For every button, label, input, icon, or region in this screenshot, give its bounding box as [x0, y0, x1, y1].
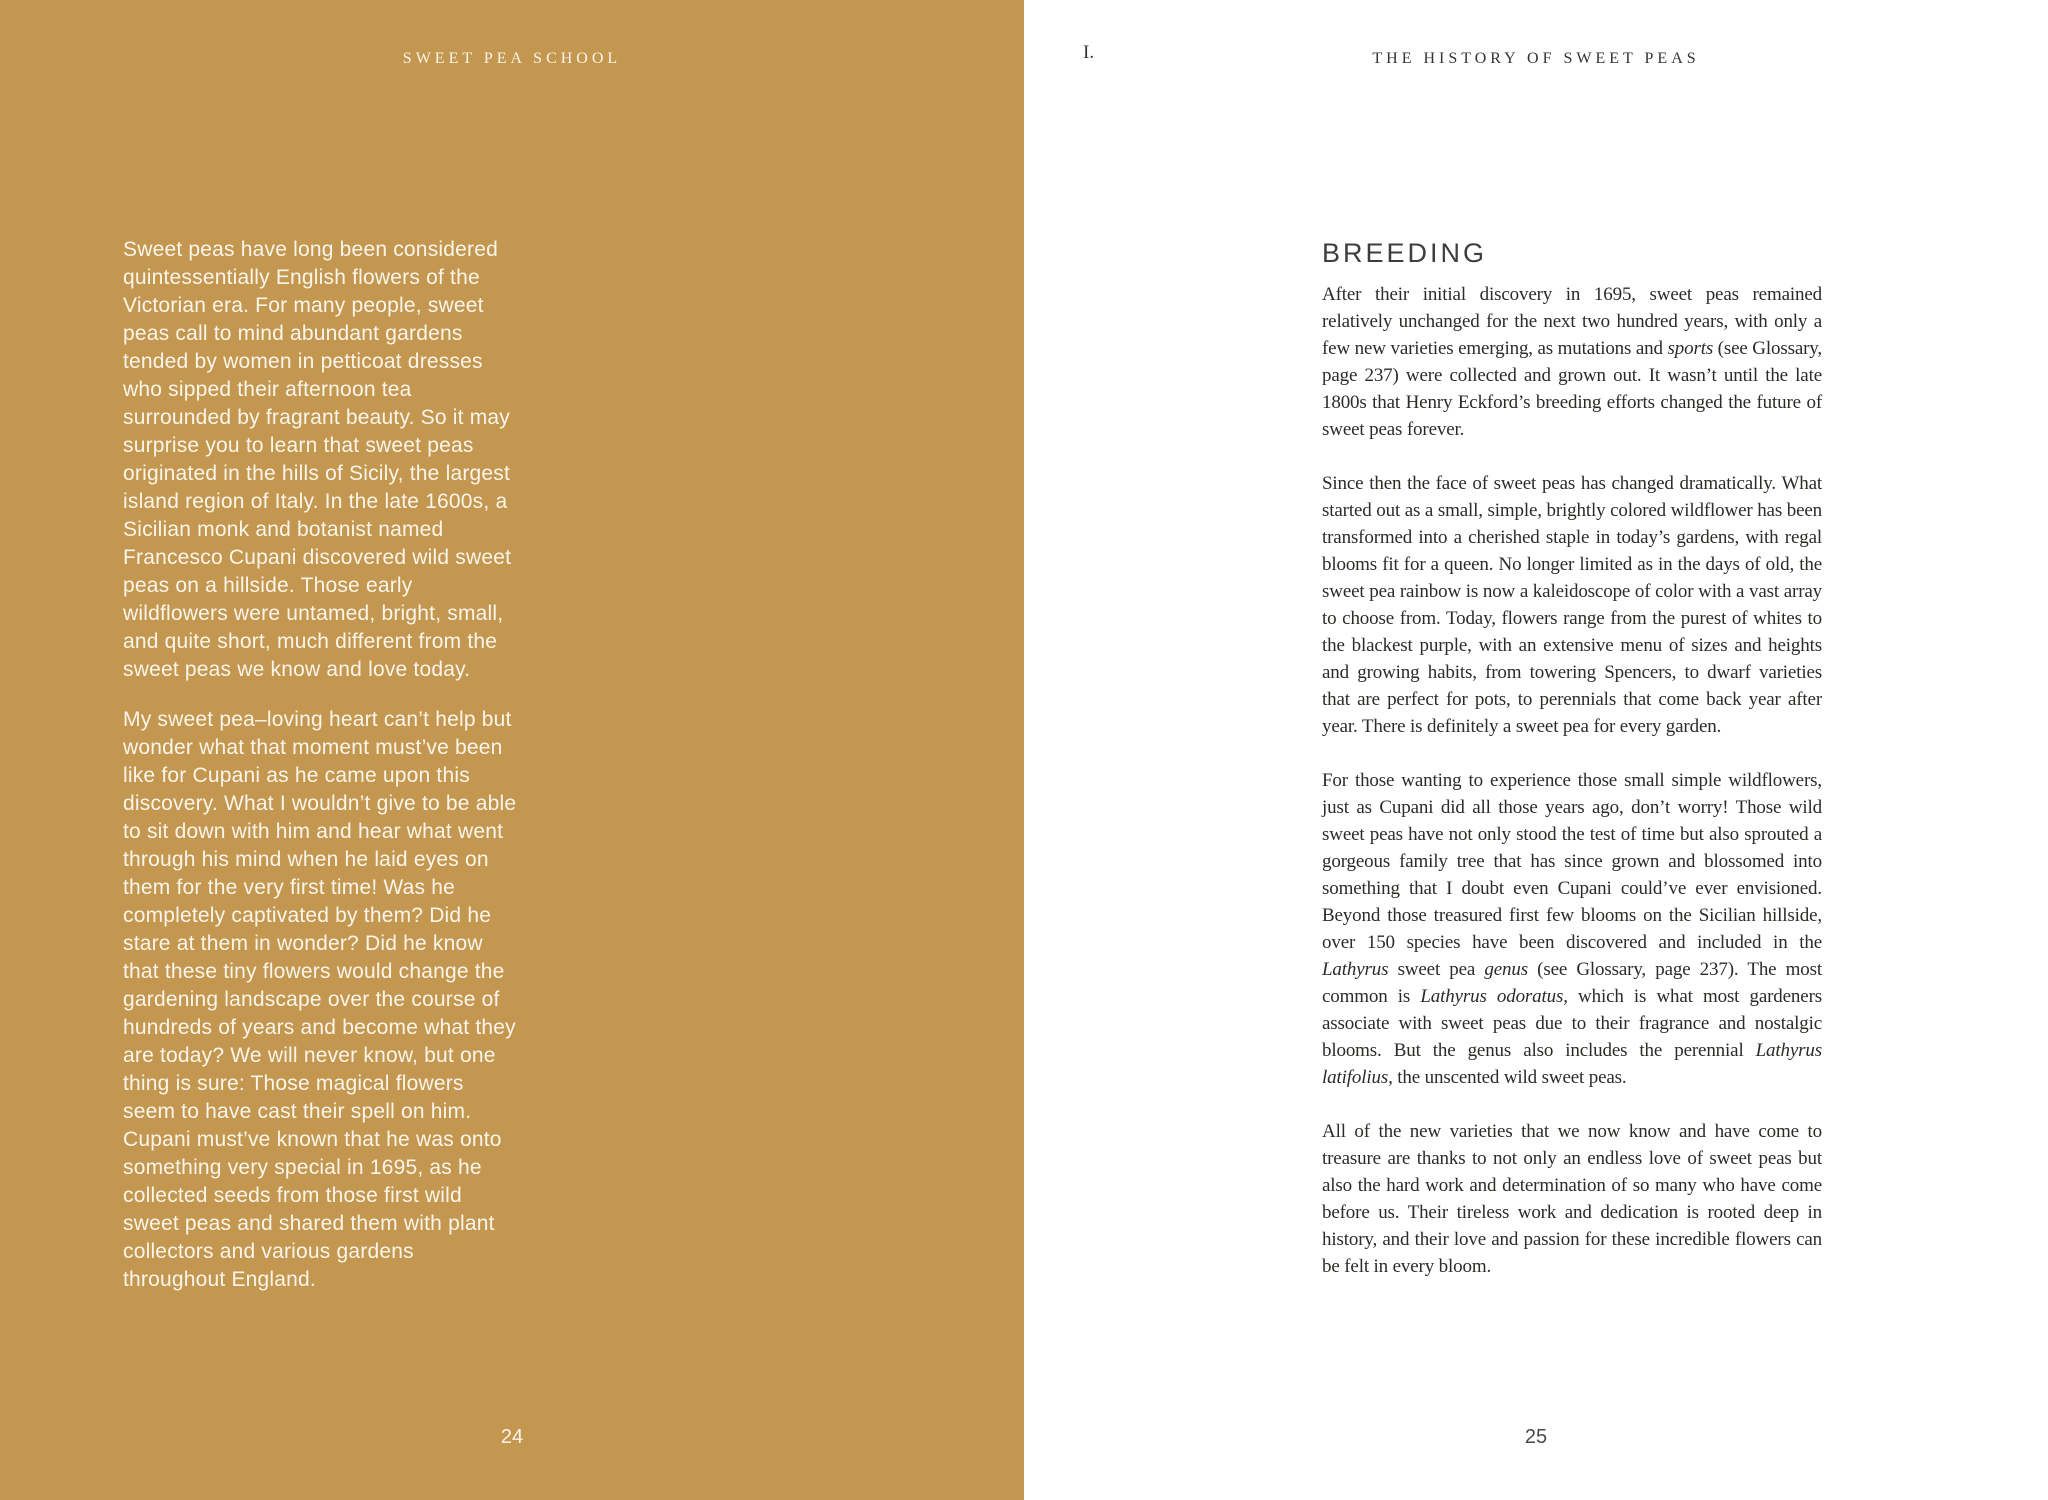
right-running-header: THE HISTORY OF SWEET PEAS: [1372, 50, 1700, 67]
right-paragraph-3: For those wanting to experience those small simple wildflowers, just as Cupani did all those years ago, don’t worry! Those wild sweet peas have not only stood the test of time but also sprouted a gorgeous family tree that has since grown and blossomed into something that I doubt even Cupani could’ve ever envisioned. Beyond those treasured first few blooms on the Sicilian hillside, over 150 species have been discovered and included in the Lathyrus sweet pea genus (see Glossary, page 237). The most common is Lathyrus odoratus, which is what most gardeners associate with sweet peas due to their fragrance and nostalgic blooms. But the genus also includes the perennial Lathyrus latifolius, the unscented wild sweet peas.: [1322, 770, 1822, 1088]
left-page-number: 24: [500, 1426, 524, 1448]
right-page: [1024, 0, 2048, 1500]
chapter-numeral: I.: [1083, 42, 1095, 63]
right-body-text: [1322, 240, 1822, 1307]
left-body-text: [123, 236, 521, 1316]
section-heading-breeding: BREEDING: [1322, 238, 1488, 268]
right-paragraph-4: All of the new varieties that we now know and have come to treasure are thanks to not only an endless love of sweet peas but also the hard work and determination of so many who have come before us. Their tireless work and dedication is rooted deep in history, and their love and passion for these incredible flowers can be felt in every bloom.: [1322, 1121, 1822, 1277]
right-paragraph-2: Since then the face of sweet peas has changed dramatically. What started out as a small, simple, brightly colored wildflower has been transformed into a cherished staple in today’s gardens, with regal blooms fit for a queen. No longer limited as in the days of old, the sweet pea rainbow is now a kaleidoscope of color with a vast array to choose from. Today, flowers range from the purest of whites to the blackest purple, with an extensive menu of sizes and heights and growing habits, from towering Spencers, to dwarf varieties that are perfect for pots, to perennials that come back year after year. There is definitely a sweet pea for every garden.: [1322, 473, 1822, 737]
left-paragraph-1: Sweet peas have long been considered quintessentially English flowers of the Victorian era. For many people, sweet peas call to mind abundant gardens tended by women in petticoat dresses who sipped their afternoon tea surrounded by fragrant beauty. So it may surprise you to learn that sweet peas originated in the hills of Sicily, the largest island region of Italy. In the late 1600s, a Sicilian monk and botanist named Francesco Cupani discovered wild sweet peas on a hillside. Those early wildflowers were untamed, bright, small, and quite short, much different from the sweet peas we know and love today.: [123, 238, 512, 681]
left-paragraph-2: My sweet pea–loving heart can’t help but wonder what that moment must’ve been like for Cupani as he came upon this discovery. What I wouldn’t give to be able to sit down with him and hear what went through his mind when he laid eyes on them for the very first time! Was he completely captivated by them? Did he stare at them in wonder? Did he know that these tiny flowers would change the gardening landscape over the course of hundreds of years and become what they are today? We will never know, but one thing is sure: Those magical flowers seem to have cast their spell on him. Cupani must’ve known that he was onto something very special in 1695, as he collected seeds from those first wild sweet peas and shared them with plant collectors and various gardens throughout England.: [123, 708, 517, 1291]
left-running-header: SWEET PEA SCHOOL: [402, 50, 622, 67]
right-paragraph-1: After their initial discovery in 1695, sweet peas remained relatively unchanged for the next two hundred years, with only a few new varieties emerging, as mutations and sports (see Glossary, page 237) were collected and grown out. It wasn’t until the late 1800s that Henry Eckford’s breeding efforts changed the future of sweet peas forever.: [1322, 284, 1823, 440]
right-page-number: 25: [1524, 1426, 1548, 1448]
